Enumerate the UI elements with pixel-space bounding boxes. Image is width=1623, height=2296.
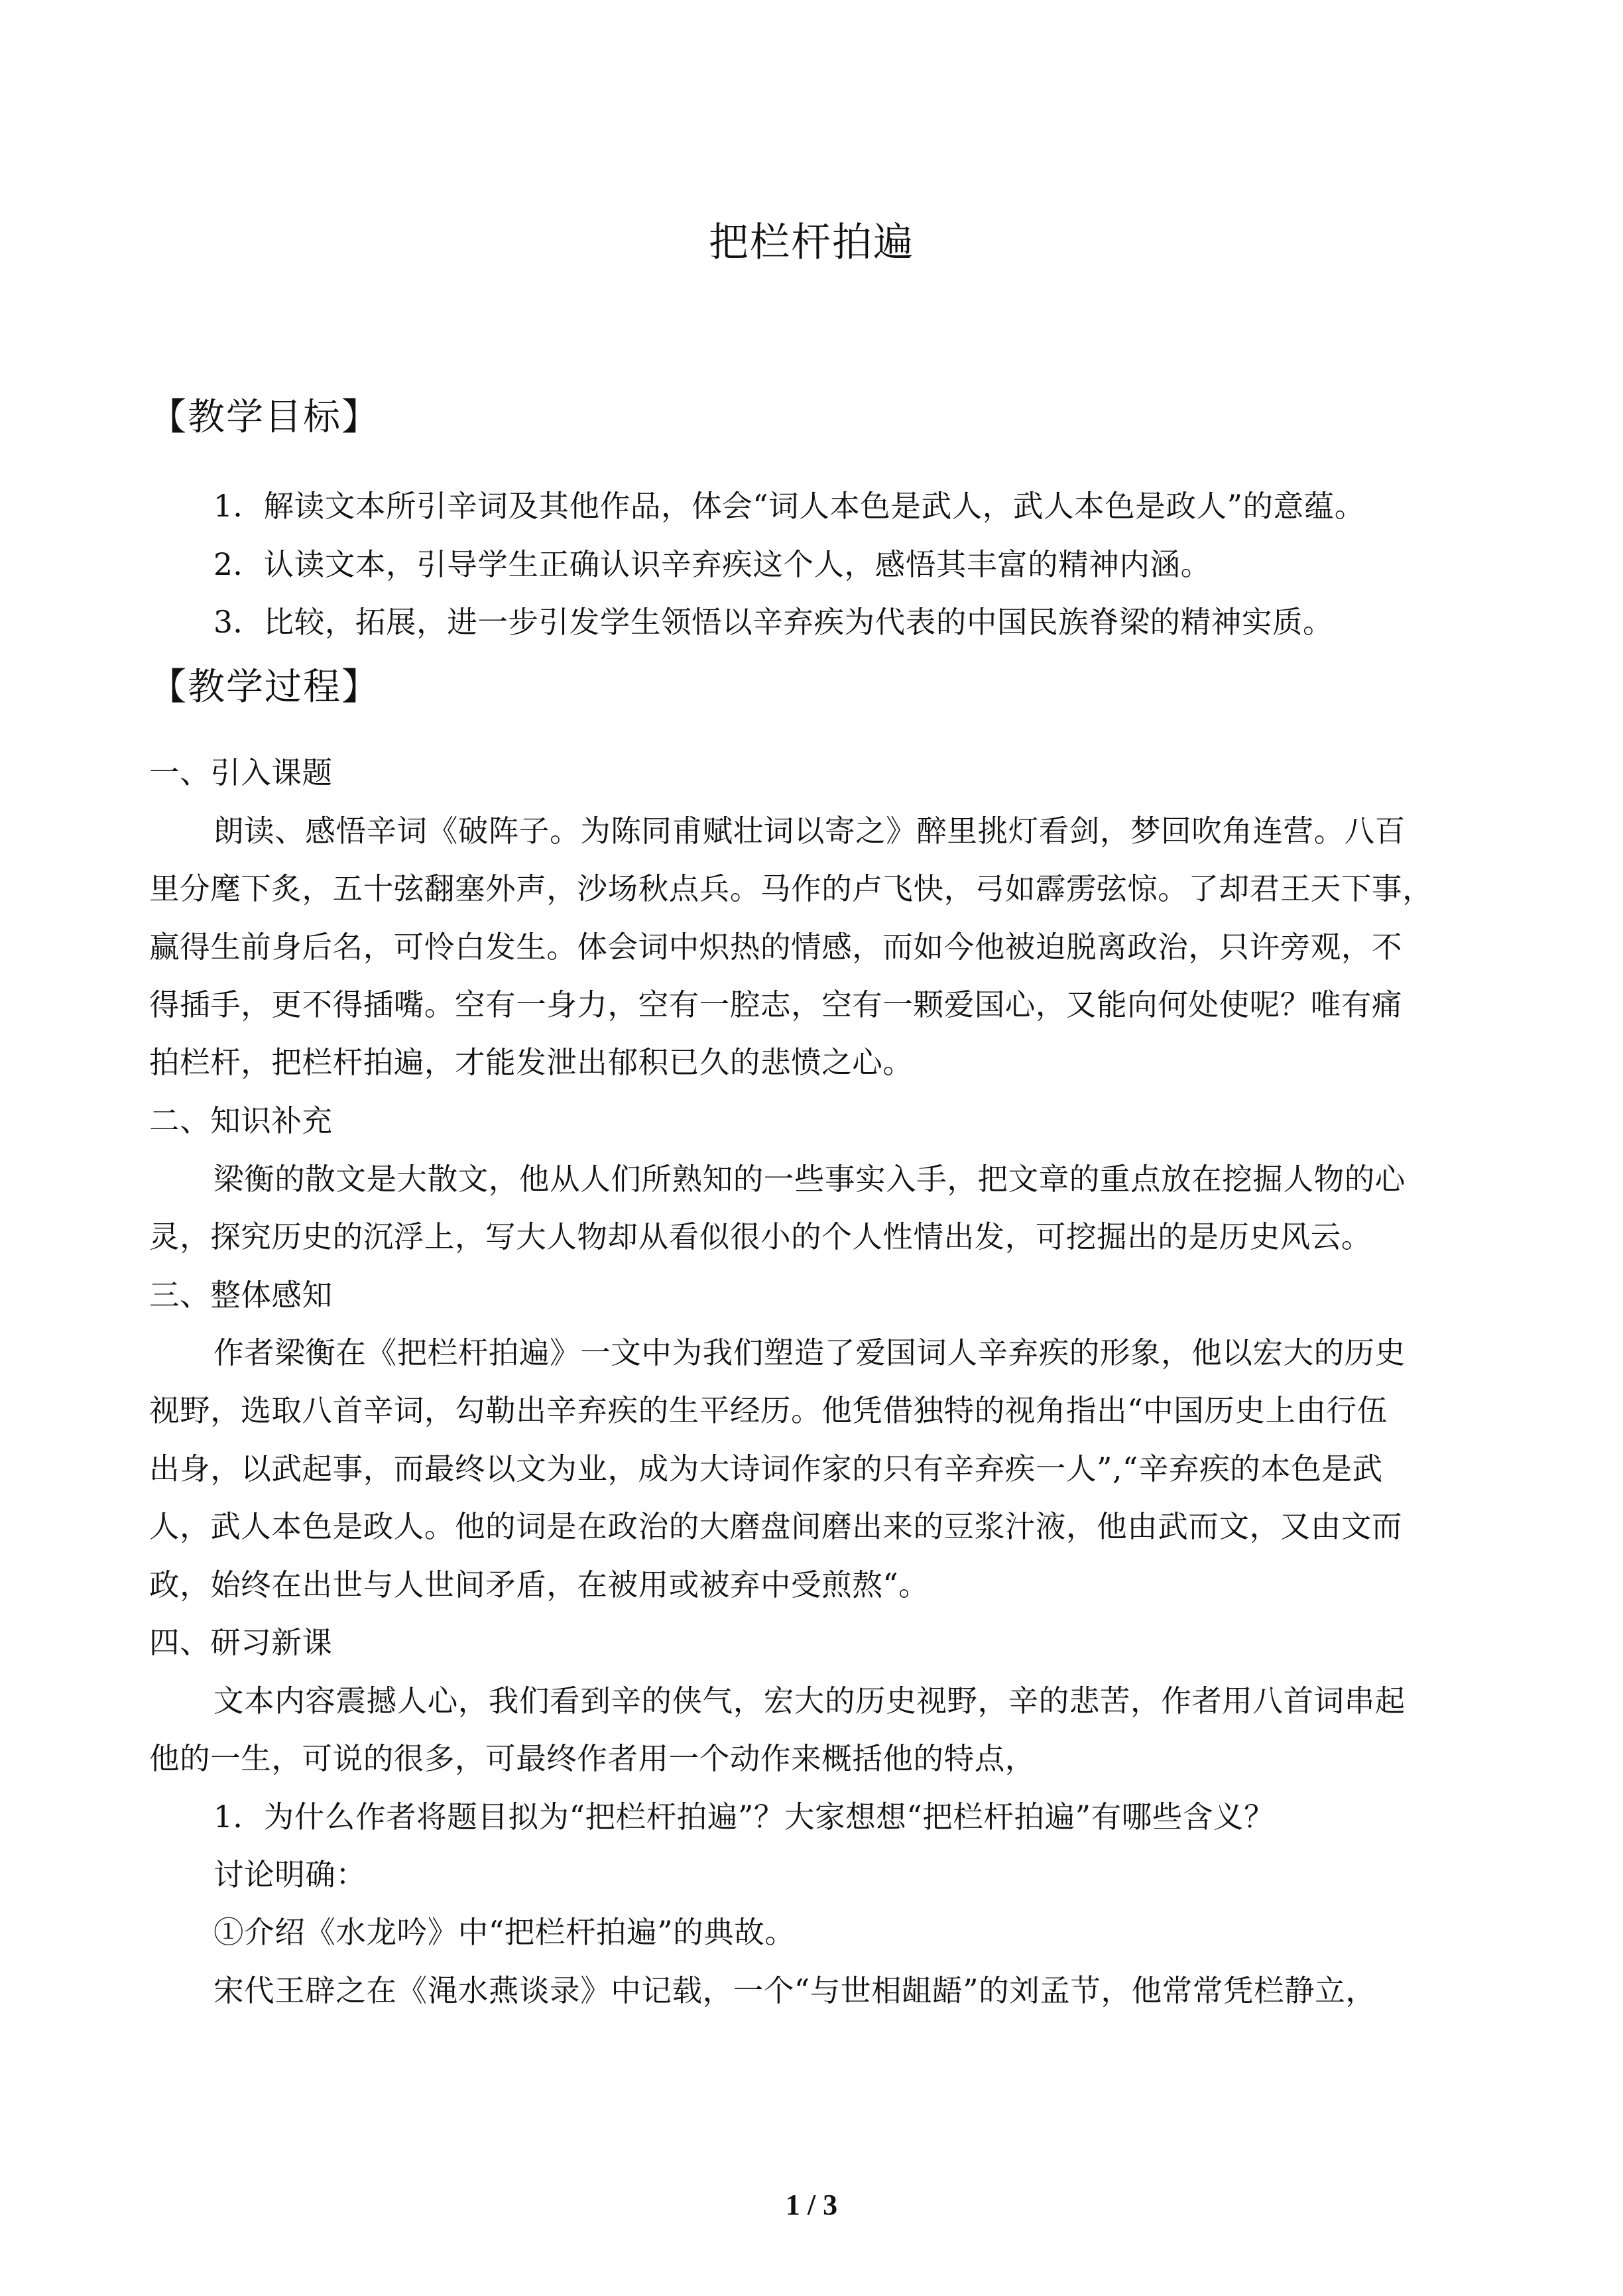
paragraph-line: 人，武人本色是政人。他的词是在政治的大磨盘间磨出来的豆浆汁液，他由武而文，又由文而	[149, 1509, 1403, 1544]
paragraph-line: 讨论明确：	[213, 1857, 367, 1892]
section-heading: 一、引入课题	[149, 755, 333, 790]
objective-item: 1．解读文本所引辛词及其他作品，体会“词人本色是武人，武人本色是政人”的意蕴。	[213, 489, 1365, 524]
section-heading: 四、研习新课	[149, 1625, 333, 1660]
paragraph-line: 宋代王辟之在《渑水燕谈录》中记载，一个“与世相龃龉”的刘孟节，他常常凭栏静立，	[213, 1973, 1376, 2008]
paragraph-line: 政，始终在出世与人世间矛盾，在被用或被弃中受煎熬“。	[149, 1567, 930, 1602]
page-number: 1 / 3	[785, 2189, 838, 2221]
paragraph-line: ①介绍《水龙吟》中“把栏杆拍遍”的典故。	[213, 1915, 796, 1950]
paragraph-line: 视野，选取八首辛词，勾勒出辛弃疾的生平经历。他凭借独特的视角指出“中国历史上由行伍	[149, 1393, 1388, 1428]
paragraph-line: 得插手，更不得插嘴。空有一身力，空有一腔志，空有一颗爱国心，又能向何处使呢？唯有痛	[149, 987, 1403, 1022]
objectives-heading: 【教学目标】	[149, 396, 380, 439]
paragraph-line: 出身，以武起事，而最终以文为业，成为大诗词作家的只有辛弃疾一人”,“辛弃疾的本色是武	[149, 1451, 1383, 1486]
paragraph-line: 赢得生前身后名，可怜白发生。体会词中炽热的情感，而如今他被迫脱离政治，只许旁观，不	[149, 930, 1403, 965]
objective-item: 2．认读文本，引导学生正确认识辛弃疾这个人，感悟其丰富的精神内涵。	[213, 547, 1211, 582]
process-heading: 【教学过程】	[149, 666, 380, 709]
paragraph-line: 文本内容震撼人心，我们看到辛的侠气，宏大的历史视野，辛的悲苦，作者用八首词串起	[213, 1683, 1406, 1719]
section-heading: 二、知识补充	[149, 1103, 333, 1138]
section-heading: 三、整体感知	[149, 1278, 333, 1313]
paragraph-line: 里分麾下炙，五十弦翻塞外声，沙场秋点兵。马作的卢飞快，弓如霹雳弦惊。了却君王天下事，	[149, 871, 1433, 906]
paragraph-line: 梁衡的散文是大散文，他从人们所熟知的一些事实入手，把文章的重点放在挖掘人物的心	[213, 1162, 1406, 1197]
paragraph-line: 朗读、感悟辛词《破阵子。为陈同甫赋壮词以寄之》醉里挑灯看剑，梦回吹角连营。八百	[213, 814, 1406, 849]
document-title: 把栏杆拍遍	[709, 219, 914, 266]
objective-item: 3．比较，拓展，进一步引发学生领悟以辛弃疾为代表的中国民族脊梁的精神实质。	[213, 605, 1334, 640]
paragraph-line: 拍栏杆，把栏杆拍遍，才能发泄出郁积已久的悲愤之心。	[149, 1045, 914, 1080]
paragraph-line: 他的一生，可说的很多，可最终作者用一个动作来概括他的特点，	[149, 1741, 1036, 1776]
paragraph-line: 作者梁衡在《把栏杆拍遍》一文中为我们塑造了爱国词人辛弃疾的形象，他以宏大的历史	[213, 1335, 1406, 1370]
paragraph-line: 1．为什么作者将题目拟为“把栏杆拍遍”？大家想想“把栏杆拍遍”有哪些含义？	[213, 1799, 1275, 1835]
paragraph-line: 灵，探究历史的沉浮上，写大人物却从看似很小的个人性情出发，可挖掘出的是历史风云。	[149, 1219, 1372, 1254]
